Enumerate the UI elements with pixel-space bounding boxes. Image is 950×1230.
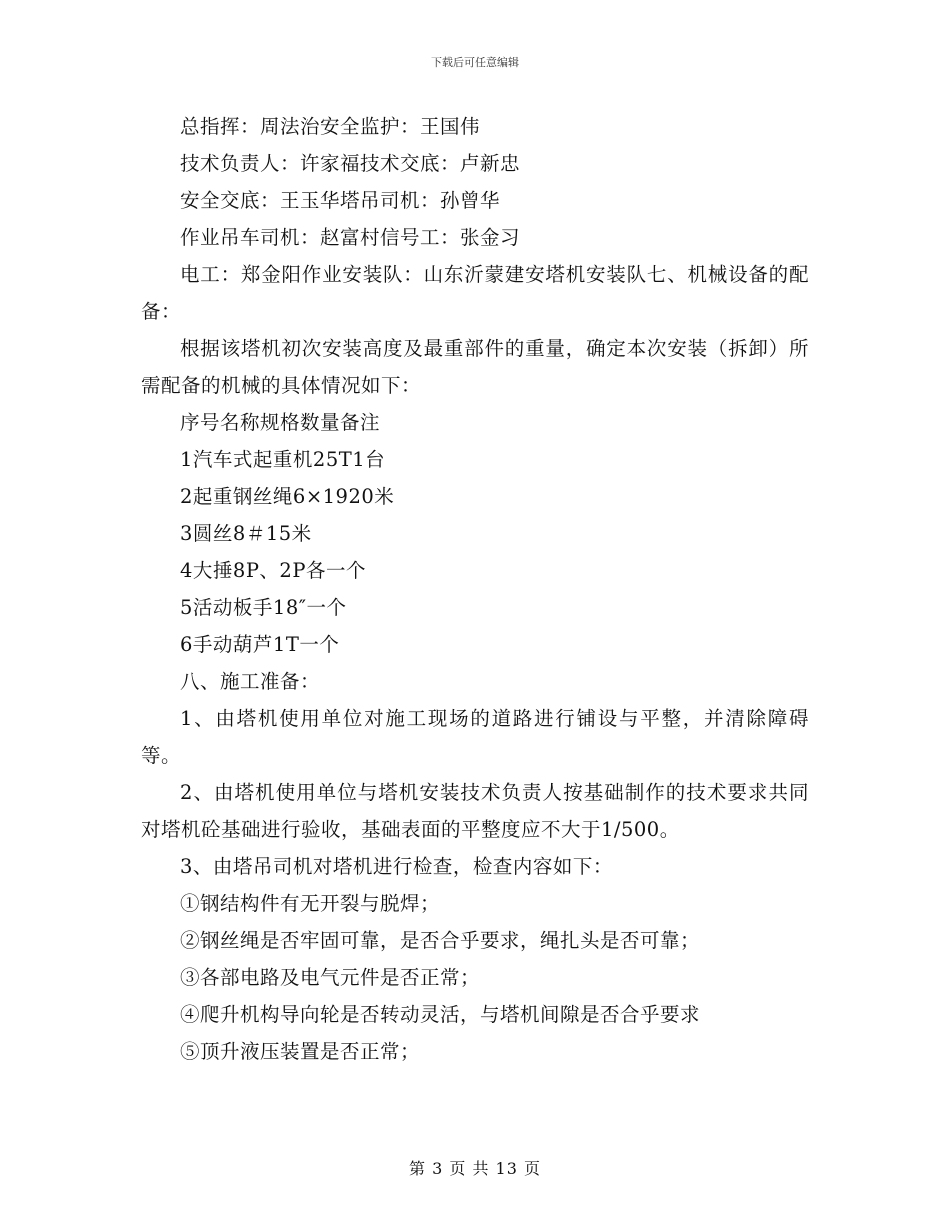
check-item-1: ①钢结构件有无开裂与脱焊； [180, 892, 441, 915]
paragraph-safety-briefing: 安全交底：王玉华塔吊司机：孙曾华 [180, 189, 501, 212]
check-item-3: ③各部电路及电气元件是否正常； [180, 966, 481, 989]
equipment-item-5: 5活动板手18″一个 [180, 596, 347, 619]
check-item-5: ⑤顶升液压装置是否正常； [180, 1040, 421, 1063]
preparation-step-1: 1、由塔机使用单位对施工现场的道路进行铺设与平整，并清除障碍等。 [141, 707, 809, 767]
page-number: 第 3 页 共 13 页 [409, 1159, 541, 1178]
equipment-item-6: 6手动葫芦1T一个 [180, 633, 340, 656]
equipment-list-header: 序号名称规格数量备注 [180, 411, 381, 434]
preparation-step-2: 2、由塔机使用单位与塔机安装技术负责人按基础制作的技术要求共同对塔机砼基础进行验收，基础表面的平整度应不大于1/500。 [141, 781, 809, 841]
paragraph-commander: 总指挥：周法治安全监护：王国伟 [180, 115, 481, 138]
check-item-4: ④爬升机构导向轮是否转动灵活，与塔机间隙是否合乎要求 [180, 1003, 701, 1026]
preparation-step-3: 3、由塔吊司机对塔机进行检查，检查内容如下： [180, 855, 613, 878]
paragraph-technical-lead: 技术负责人：许家福技术交底：卢新忠 [180, 152, 521, 175]
paragraph-crane-driver: 作业吊车司机：赵富村信号工：张金习 [180, 226, 521, 249]
paragraph-equipment-intro: 根据该塔机初次安装高度及最重部件的重量，确定本次安装（拆卸）所需配备的机械的具体情况如下： [141, 337, 809, 397]
equipment-item-3: 3圆丝8＃15米 [180, 522, 312, 545]
equipment-item-4: 4大捶8P、2P各一个 [180, 559, 366, 582]
page-header: 下载后可任意编辑 [431, 56, 519, 69]
document-body [141, 108, 809, 1070]
equipment-item-1: 1汽车式起重机25T1台 [180, 448, 386, 471]
section-heading-preparation: 八、施工准备： [180, 670, 321, 693]
equipment-item-2: 2起重钢丝绳6×1920米 [180, 485, 395, 508]
paragraph-electrician: 电工：郑金阳作业安装队：山东沂蒙建安塔机安装队七、机械设备的配备： [141, 263, 809, 323]
check-item-2: ②钢丝绳是否牢固可靠，是否合乎要求，绳扎头是否可靠； [180, 929, 701, 952]
